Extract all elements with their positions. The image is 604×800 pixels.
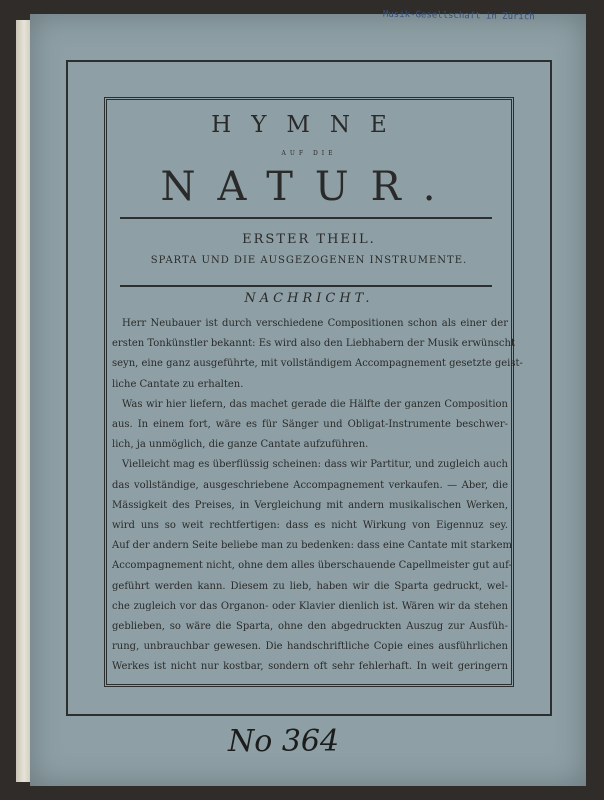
notice-text-line: wird uns so weit rechtfertigen: dass es nicht Wirkung von Eigennuz sey. xyxy=(112,520,508,532)
notice-text-line: ersten Tonkünstler bekannt: Es wird also den Liebhabern der Musik erwünscht xyxy=(112,338,515,350)
notice-text-line: Accompagnement nicht, ohne dem alles überschauende Capellmeister gut auf- xyxy=(112,560,512,572)
notice-text-line: geblieben, so wäre die Sparta, ohne den abgedruckten Auszug zur Ausfüh- xyxy=(112,621,508,633)
title-natur: NATUR. xyxy=(160,164,458,210)
subtitle-sparta: SPARTA UND DIE AUSGEZOGENEN INSTRUMENTE. xyxy=(150,255,468,266)
handwritten-catalog-number: No 364 xyxy=(228,724,340,759)
notice-text-line: seyn, eine ganz ausgeführte, mit vollständigem Accompagnement gesetzte geist- xyxy=(112,358,523,370)
title-auf-die: AUF DIE xyxy=(281,150,337,157)
notice-text-line: geführt werden kann. Diesem zu lieb, haben wir die Sparta gedruckt, wel- xyxy=(112,580,508,592)
notice-text-line: Vielleicht mag es überflüssig scheinen: dass wir Partitur, und zugleich auch xyxy=(122,459,508,471)
subtitle-erster-theil: ERSTER THEIL. xyxy=(242,232,376,247)
section-heading-nachricht: NACHRICHT. xyxy=(244,291,374,306)
notice-text-line: Mässigkeit des Preises, in Vergleichung mit andern musikalischen Werken, xyxy=(112,499,508,511)
notice-text-line: aus. In einem fort, wäre es für Sänger und Obligat-Instrumente beschwer- xyxy=(112,419,508,431)
notice-text-line: lich, ja unmöglich, die ganze Cantate aufzuführen. xyxy=(112,439,369,451)
notice-text-line: Was wir hier liefern, das machet gerade die Hälfte der ganzen Composition xyxy=(122,398,508,410)
divider-rule-top xyxy=(120,217,492,219)
library-stamp: Musik-Gesellschaft in Zürich xyxy=(382,9,535,23)
notice-text-line: Werkes ist nicht nur kostbar, sondern oft sehr fehlerhaft. In weit geringern xyxy=(112,661,508,673)
notice-text-line: rung, unbrauchbar gewesen. Die handschriftliche Copie eines ausführlichen xyxy=(112,641,508,653)
notice-text-line: liche Cantate zu erhalten. xyxy=(112,378,244,390)
notice-text-line: che zugleich vor das Organon- oder Klavier dienlich ist. Wären wir da stehen xyxy=(112,600,508,612)
notice-text-line: das vollständige, ausgeschriebene Accompagnement verkaufen. — Aber, die xyxy=(112,479,508,491)
notice-text-line: Herr Neubauer ist durch verschiedene Compositionen schon als einer der xyxy=(122,318,508,329)
notice-text-body xyxy=(112,314,523,678)
title-hymne: HYMNE xyxy=(211,112,407,138)
notice-text-line: Auf der andern Seite beliebe man zu bedenken: dass eine Cantate mit starkem xyxy=(112,540,512,552)
divider-rule-bottom xyxy=(120,285,492,287)
